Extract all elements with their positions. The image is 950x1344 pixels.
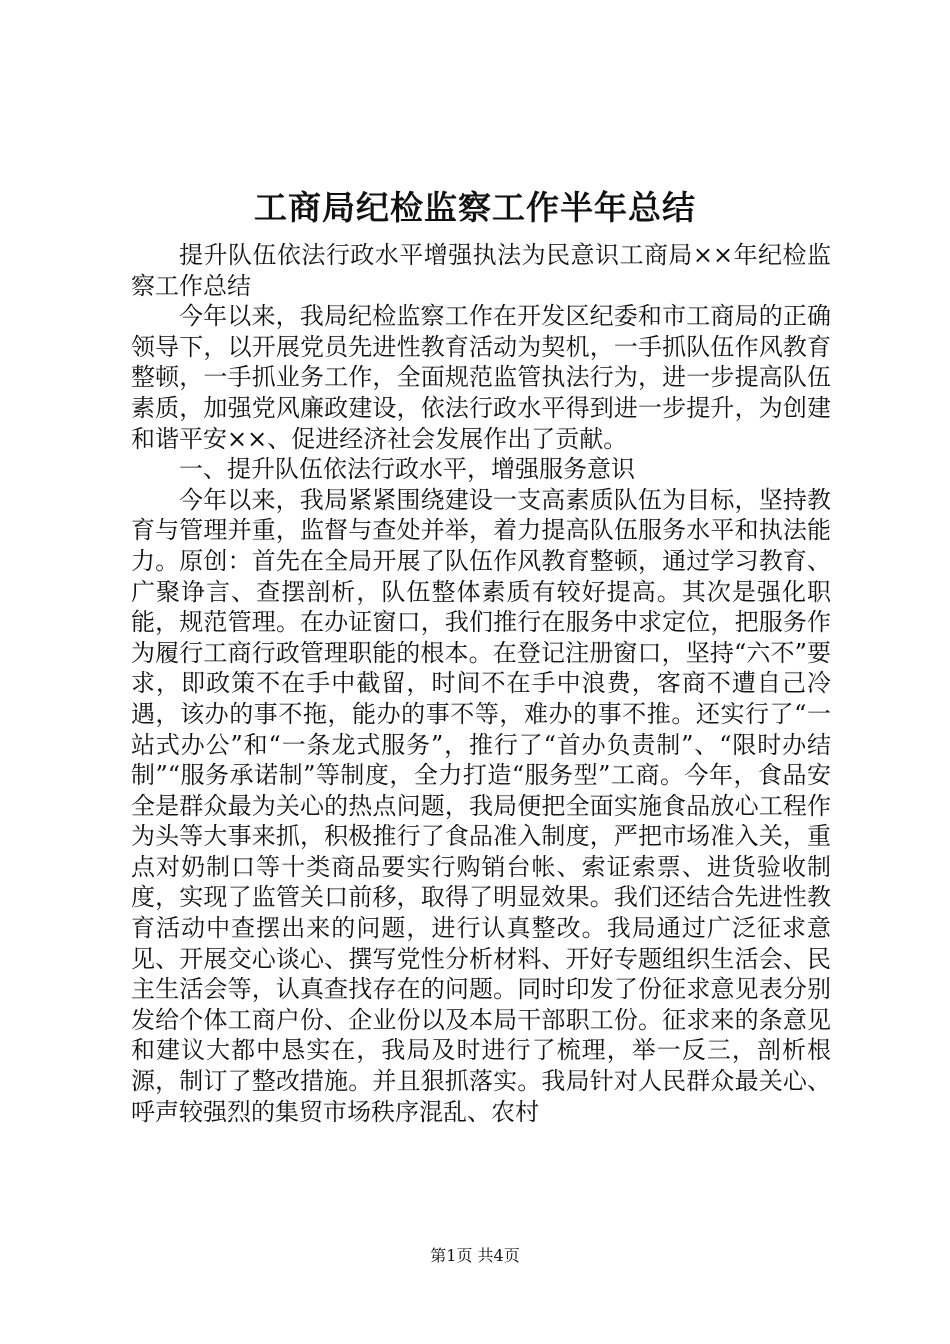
document-body <box>131 240 831 1127</box>
paragraph-subtitle: 提升队伍依法行政水平增强执法为民意识工商局××年纪检监察工作总结 <box>131 241 831 300</box>
section-heading-1: 一、提升队伍依法行政水平，增强服务意识 <box>179 455 635 484</box>
page-footer: 第1页 共4页 <box>430 1246 520 1265</box>
document-title: 工商局纪检监察工作半年总结 <box>254 188 696 227</box>
paragraph-section-1: 今年以来，我局紧紧围绕建设一支高素质队伍为目标，坚持教育与管理并重，监督与查处并举，着力提高队伍服务水平和执法能力。原创：首先在全局开展了队伍作风教育整顿，通过学习教育、广聚诤言、查摆剖析，队伍整体素质有较好提高。其次是强化职能，规范管理。在办证窗口，我们推行在服务中求定位，把服务作为履行工商行政管理职能的根本。在登记注册窗口，坚持“六不”要求，即政策不在手中截留，时间不在手中浪费，客商不遭自己冷遇，该办的事不拖，能办的事不等，难办的事不推。还实行了“一站式办公”和“一条龙式服务”，推行了“首办负责制”、“限时办结制”“服务承诺制”等制度，全力打造“服务型”工商。今年，食品安全是群众最为关心的热点问题，我局便把全面实施食品放心工程作为头等大事来抓，积极推行了食品准入制度，严把市场准入关，重点对奶制口等十类商品要实行购销台帐、索证索票、进货验收制度，实现了监管关口前移，取得了明显效果。我们还结合先进性教育活动中查摆出来的问题，进行认真整改。我局通过广泛征求意见、开展交心谈心、撰写党性分析材料、开好专题组织生活会、民主生活会等，认真查找存在的问题。同时印发了份征求意见表分别发给个体工商户份、企业份以及本局干部职工份。征求来的条意见和建议大都中恳实在，我局及时进行了梳理，举一反三，剖析根源，制订了整改措施。并且狠抓落实。我局针对人民群众最关心、呼声较强烈的集贸市场秩序混乱、农村 <box>131 485 831 1126</box>
paragraph-intro: 今年以来，我局纪检监察工作在开发区纪委和市工商局的正确领导下，以开展党员先进性教育活动为契机，一手抓队伍作风教育整顿，一手抓业务工作，全面规范监管执法行为，进一步提高队伍素质，加强党风廉政建设，依法行政水平得到进一步提升，为创建和谐平安××、促进经济社会发展作出了贡献。 <box>131 302 831 453</box>
